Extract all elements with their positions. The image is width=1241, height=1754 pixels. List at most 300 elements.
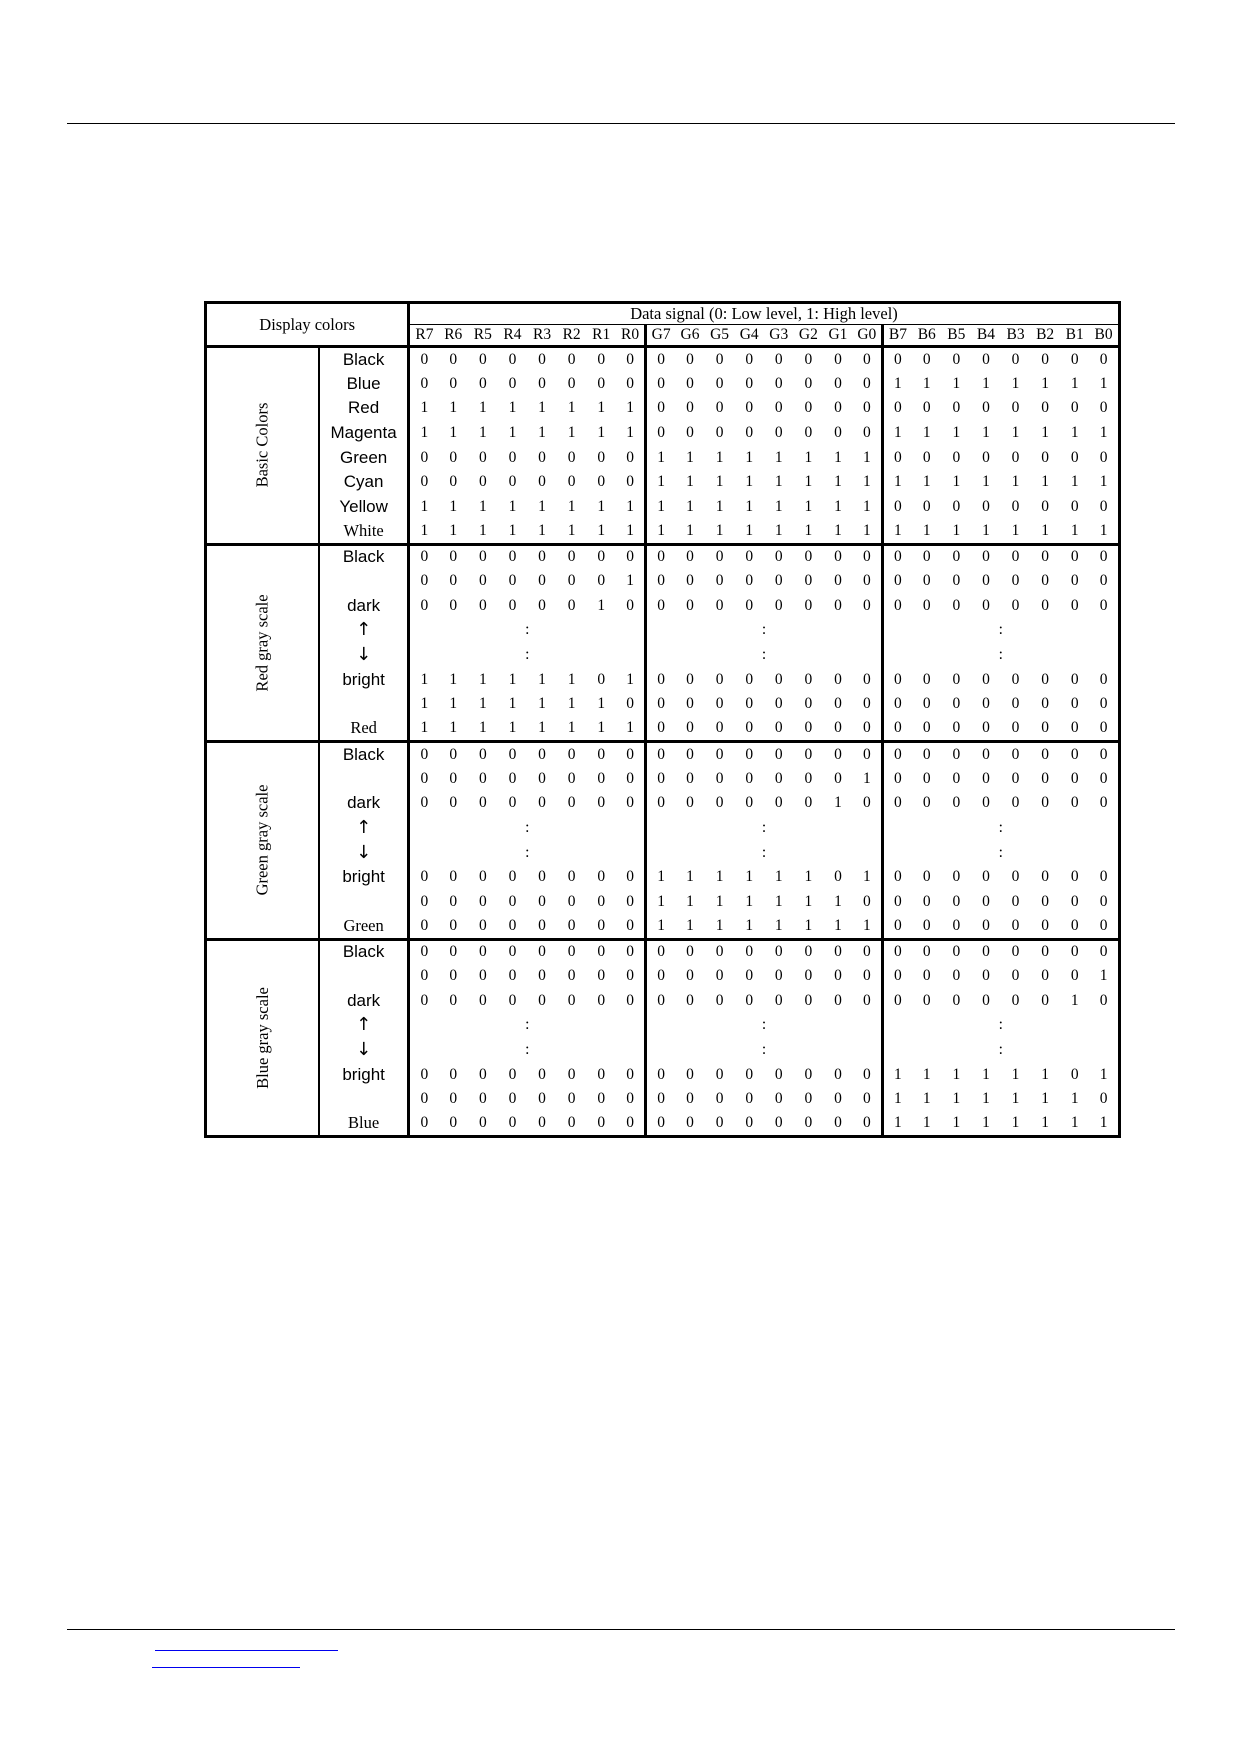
ellipsis-cell: : [409, 816, 646, 841]
bit-cell: 0 [894, 548, 902, 566]
bit-cell: 0 [804, 596, 813, 614]
bit-cell: 0 [774, 1090, 783, 1108]
bit-cell: 0 [657, 572, 666, 590]
bit-cell: 1 [794, 914, 824, 939]
header-rule [67, 123, 1175, 124]
bit-cell: 0 [922, 497, 931, 515]
bit-cell: 0 [952, 399, 961, 417]
bit-cell: 0 [922, 769, 931, 787]
color-name [319, 890, 409, 915]
bit-cell: 1 [420, 670, 429, 688]
bit-header-g5: G5 [705, 325, 735, 347]
bit-cell: 0 [715, 991, 724, 1009]
bit-cell: 1 [942, 519, 972, 544]
bit-cell: 0 [597, 670, 606, 688]
bit-cell: 0 [952, 497, 961, 515]
bit-cell: 0 [1041, 745, 1049, 763]
bit-cell: 0 [952, 943, 961, 961]
color-name: Black [319, 742, 409, 767]
bit-cell: 1 [894, 1065, 902, 1083]
footer-rule [67, 1629, 1175, 1630]
bit-cell: 0 [597, 448, 606, 466]
bit-cell: 0 [538, 350, 546, 368]
bit-cell: 0 [449, 374, 458, 392]
bit-cell: 0 [982, 670, 990, 688]
bit-cell: 0 [922, 548, 931, 566]
bit-cell: 0 [409, 914, 439, 939]
bit-cell: 1 [1070, 423, 1079, 441]
bit-cell: 0 [982, 548, 990, 566]
bit-cell: 1 [1099, 374, 1108, 392]
bit-cell: 0 [715, 572, 724, 590]
bit-cell: 0 [894, 868, 902, 886]
bit-cell: 0 [538, 892, 546, 910]
bit-cell: 1 [438, 717, 468, 742]
bit-cell: 0 [538, 943, 546, 961]
bit-cell: 0 [853, 1112, 883, 1137]
bit-cell: 1 [764, 519, 794, 544]
bit-cell: 0 [508, 350, 517, 368]
bit-cell: 0 [1011, 769, 1020, 787]
bit-cell: 0 [616, 964, 646, 989]
bit-header-g1: G1 [823, 325, 853, 347]
bit-cell: 0 [449, 769, 458, 787]
bit-header-g2: G2 [794, 325, 824, 347]
bit-cell: 1 [853, 766, 883, 791]
bit-cell: 0 [774, 769, 783, 787]
bit-cell: 0 [1011, 745, 1020, 763]
bit-cell: 0 [715, 423, 724, 441]
bit-cell: 0 [508, 967, 517, 985]
table-row [206, 421, 1120, 446]
bit-cell: 1 [922, 473, 931, 491]
table-row [206, 939, 1120, 964]
bit-header-b3: B3 [1001, 325, 1031, 347]
bit-cell: 0 [715, 695, 724, 713]
bit-cell: 1 [745, 892, 754, 910]
bit-cell: 0 [449, 572, 458, 590]
bit-cell: 0 [1011, 548, 1020, 566]
bit-cell: 0 [616, 593, 646, 618]
table-row [206, 371, 1120, 396]
bit-cell: 0 [804, 769, 813, 787]
bit-cell: 0 [774, 548, 783, 566]
bit-cell: 0 [1011, 943, 1020, 961]
bit-cell: 0 [616, 692, 646, 717]
bit-cell: 0 [597, 473, 606, 491]
bit-cell: 0 [508, 448, 517, 466]
bit-cell: 0 [657, 769, 666, 787]
bit-cell: 1 [1060, 1112, 1090, 1137]
bit-cell: 1 [912, 1112, 942, 1137]
table-row [206, 593, 1120, 618]
bit-cell: 0 [982, 350, 990, 368]
group-label [206, 939, 319, 1137]
bit-cell: 0 [616, 544, 646, 569]
bit-cell: 0 [420, 892, 429, 910]
bit-cell: 0 [1070, 794, 1079, 812]
bit-cell: 0 [478, 448, 487, 466]
bit-cell: 0 [952, 695, 961, 713]
bit-cell: 0 [1041, 548, 1049, 566]
bit-cell: 0 [438, 1112, 468, 1137]
bit-cell: 0 [538, 1065, 546, 1083]
bit-cell: 1 [894, 374, 902, 392]
bit-cell: 1 [449, 497, 458, 515]
bit-cell: 1 [686, 448, 694, 466]
bit-cell: 0 [834, 596, 842, 614]
bit-cell: 0 [1041, 497, 1049, 515]
bit-header-g7: G7 [646, 325, 676, 347]
bit-cell: 0 [982, 868, 990, 886]
scale-arrow-icon: ↑ [319, 1013, 409, 1038]
bit-cell: 0 [616, 988, 646, 1013]
bit-header-r4: R4 [498, 325, 528, 347]
bit-cell: 1 [705, 519, 735, 544]
bit-cell: 1 [894, 1090, 902, 1108]
bit-cell: 0 [478, 1090, 487, 1108]
bit-cell: 1 [764, 914, 794, 939]
group-label-text: Red gray scale [252, 594, 272, 692]
bit-cell: 0 [715, 769, 724, 787]
bit-cell: 0 [686, 548, 694, 566]
bit-cell: 0 [686, 670, 694, 688]
bit-cell: 1 [616, 717, 646, 742]
bit-cell: 0 [1099, 670, 1108, 688]
bit-cell: 0 [982, 695, 990, 713]
bit-cell: 0 [646, 717, 676, 742]
bit-cell: 0 [853, 1087, 883, 1112]
bit-cell: 0 [420, 548, 429, 566]
table-row [206, 396, 1120, 421]
bit-cell: 0 [1070, 399, 1079, 417]
bit-cell: 1 [646, 914, 676, 939]
bit-header-r0: R0 [616, 325, 646, 347]
bit-cell: 0 [1099, 943, 1108, 961]
bit-cell: 0 [922, 448, 931, 466]
bit-cell: 0 [834, 769, 842, 787]
bit-cell: 0 [420, 1090, 429, 1108]
bit-cell: 1 [734, 519, 764, 544]
bit-cell: 0 [982, 967, 990, 985]
bit-cell: 0 [1011, 794, 1020, 812]
bit-cell: 1 [745, 448, 754, 466]
group-label [206, 347, 319, 545]
bit-cell: 0 [1090, 717, 1120, 742]
bit-cell: 1 [478, 695, 487, 713]
bit-cell: 1 [774, 868, 783, 886]
bit-cell: 0 [804, 670, 813, 688]
bit-cell: 0 [894, 769, 902, 787]
bit-cell: 0 [1099, 868, 1108, 886]
bit-cell: 0 [1099, 892, 1108, 910]
bit-cell: 0 [894, 892, 902, 910]
bit-cell: 0 [1099, 350, 1108, 368]
bit-cell: 1 [952, 1065, 961, 1083]
bit-cell: 0 [774, 350, 783, 368]
bit-cell: 1 [823, 914, 853, 939]
bit-cell: 0 [982, 745, 990, 763]
bit-cell: 0 [715, 1090, 724, 1108]
ellipsis-cell: : [646, 816, 883, 841]
table-row [206, 692, 1120, 717]
bit-cell: 0 [922, 943, 931, 961]
bit-cell: 0 [774, 1065, 783, 1083]
bit-cell: 0 [478, 794, 487, 812]
bit-cell: 0 [498, 1112, 528, 1137]
bit-header-r3: R3 [527, 325, 557, 347]
bit-cell: 0 [686, 399, 694, 417]
bit-header-r1: R1 [586, 325, 616, 347]
bit-cell: 1 [657, 892, 666, 910]
bit-cell: 0 [942, 717, 972, 742]
bit-cell: 0 [1001, 717, 1031, 742]
bit-cell: 1 [1011, 473, 1020, 491]
bit-cell: 0 [1070, 943, 1079, 961]
bit-cell: 1 [586, 519, 616, 544]
bit-cell: 0 [804, 794, 813, 812]
bit-cell: 0 [686, 967, 694, 985]
bit-cell: 0 [952, 892, 961, 910]
bit-cell: 1 [597, 399, 606, 417]
bit-cell: 0 [1099, 497, 1108, 515]
bit-cell: 0 [774, 745, 783, 763]
bit-cell: 0 [922, 670, 931, 688]
bit-cell: 1 [675, 914, 705, 939]
bit-cell: 0 [597, 892, 606, 910]
bit-cell: 0 [657, 943, 666, 961]
bit-cell: 0 [478, 868, 487, 886]
footer-link-underline[interactable] [152, 1667, 300, 1668]
bit-cell: 1 [527, 717, 557, 742]
bit-cell: 0 [705, 717, 735, 742]
bit-cell: 0 [834, 991, 842, 1009]
bit-cell: 0 [734, 1112, 764, 1137]
bit-cell: 0 [774, 695, 783, 713]
bit-cell: 0 [804, 572, 813, 590]
bit-cell: 0 [894, 745, 902, 763]
bit-cell: 0 [745, 967, 754, 985]
bit-header-b6: B6 [912, 325, 942, 347]
table-row [206, 1087, 1120, 1112]
bit-cell: 1 [882, 1112, 912, 1137]
bit-cell: 0 [538, 548, 546, 566]
bit-cell: 0 [567, 548, 576, 566]
bit-cell: 0 [853, 890, 883, 915]
bit-cell: 1 [982, 423, 990, 441]
bit-cell: 1 [686, 892, 694, 910]
footer-link-underline[interactable] [155, 1650, 338, 1651]
bit-cell: 0 [449, 596, 458, 614]
bit-cell: 0 [449, 892, 458, 910]
bit-cell: 0 [894, 350, 902, 368]
bit-cell: 0 [853, 593, 883, 618]
bit-cell: 0 [657, 794, 666, 812]
bit-cell: 1 [1011, 423, 1020, 441]
bit-cell: 1 [586, 717, 616, 742]
bit-cell: 0 [1041, 350, 1049, 368]
bit-cell: 1 [508, 423, 517, 441]
bit-cell: 0 [1011, 991, 1020, 1009]
bit-cell: 0 [982, 399, 990, 417]
table-row [206, 791, 1120, 816]
bit-cell: 0 [468, 1112, 498, 1137]
bit-cell: 0 [1070, 695, 1079, 713]
display-color-table [204, 301, 1121, 1138]
bit-cell: 0 [804, 374, 813, 392]
bit-cell: 1 [734, 914, 764, 939]
bit-cell: 0 [449, 745, 458, 763]
bit-cell: 0 [853, 421, 883, 446]
bit-cell: 0 [853, 742, 883, 767]
bit-cell: 0 [1011, 967, 1020, 985]
bit-cell: 1 [498, 717, 528, 742]
bit-cell: 0 [686, 943, 694, 961]
bit-cell: 0 [804, 423, 813, 441]
bit-cell: 0 [597, 374, 606, 392]
bit-cell: 1 [922, 374, 931, 392]
bit-cell: 0 [834, 695, 842, 713]
bit-cell: 0 [686, 1090, 694, 1108]
bit-cell: 0 [508, 769, 517, 787]
bit-cell: 1 [449, 423, 458, 441]
bit-cell: 0 [420, 769, 429, 787]
ellipsis-cell: : [409, 1013, 646, 1038]
bit-cell: 0 [952, 670, 961, 688]
bit-cell: 0 [616, 470, 646, 495]
bit-cell: 0 [420, 596, 429, 614]
bit-cell: 0 [567, 967, 576, 985]
ellipsis-cell: : [646, 618, 883, 643]
bit-cell: 0 [853, 667, 883, 692]
bit-cell: 0 [449, 350, 458, 368]
bit-cell: 0 [912, 914, 942, 939]
bit-cell: 0 [853, 347, 883, 372]
bit-header-b5: B5 [942, 325, 972, 347]
bit-cell: 0 [478, 991, 487, 1009]
bit-cell: 1 [468, 519, 498, 544]
bit-cell: 1 [478, 399, 487, 417]
bit-cell: 1 [1030, 1112, 1060, 1137]
bit-cell: 0 [1041, 596, 1049, 614]
bit-cell: 0 [557, 1112, 587, 1137]
bit-cell: 1 [853, 445, 883, 470]
ellipsis-cell: : [646, 643, 883, 668]
bit-cell: 0 [657, 350, 666, 368]
bit-cell: 1 [834, 497, 842, 515]
bit-cell: 0 [586, 1112, 616, 1137]
bit-cell: 0 [1070, 670, 1079, 688]
bit-cell: 0 [1011, 892, 1020, 910]
table-row [206, 964, 1120, 989]
bit-cell: 0 [1011, 868, 1020, 886]
bit-cell: 1 [1099, 473, 1108, 491]
bit-cell: 0 [834, 745, 842, 763]
ellipsis-cell: : [409, 1038, 646, 1063]
bit-cell: 0 [686, 991, 694, 1009]
bit-cell: 1 [804, 497, 813, 515]
bit-cell: 0 [834, 943, 842, 961]
bit-cell: 1 [1041, 473, 1049, 491]
bit-cell: 0 [834, 1090, 842, 1108]
bit-cell: 0 [834, 548, 842, 566]
bit-cell: 0 [1090, 914, 1120, 939]
bit-cell: 0 [774, 967, 783, 985]
bit-cell: 1 [657, 473, 666, 491]
bit-cell: 0 [508, 794, 517, 812]
bit-cell: 1 [567, 423, 576, 441]
bit-cell: 0 [894, 967, 902, 985]
bit-cell: 0 [508, 943, 517, 961]
bit-cell: 0 [449, 548, 458, 566]
bit-cell: 0 [1041, 868, 1049, 886]
bit-cell: 0 [1060, 914, 1090, 939]
bit-header-b0: B0 [1090, 325, 1120, 347]
bit-cell: 0 [794, 717, 824, 742]
bit-cell: 0 [745, 745, 754, 763]
bit-cell: 0 [823, 1112, 853, 1137]
bit-cell: 0 [745, 991, 754, 1009]
bit-cell: 0 [804, 991, 813, 1009]
bit-cell: 0 [1041, 967, 1049, 985]
bit-cell: 0 [538, 473, 546, 491]
bit-cell: 1 [420, 399, 429, 417]
bit-cell: 0 [774, 794, 783, 812]
bit-cell: 0 [508, 868, 517, 886]
bit-cell: 1 [715, 473, 724, 491]
group-label [206, 544, 319, 742]
bit-header-g0: G0 [853, 325, 883, 347]
bit-cell: 1 [567, 695, 576, 713]
bit-cell: 1 [853, 495, 883, 520]
bit-cell: 0 [508, 374, 517, 392]
bit-cell: 0 [952, 350, 961, 368]
bit-cell: 0 [657, 1065, 666, 1083]
bit-cell: 0 [745, 350, 754, 368]
bit-cell: 1 [616, 495, 646, 520]
color-name [319, 964, 409, 989]
bit-cell: 0 [922, 868, 931, 886]
bit-cell: 1 [715, 892, 724, 910]
bit-header-r5: R5 [468, 325, 498, 347]
bit-cell: 0 [804, 1065, 813, 1083]
bit-cell: 0 [853, 371, 883, 396]
bit-cell: 0 [894, 794, 902, 812]
bit-cell: 0 [597, 868, 606, 886]
bit-cell: 1 [1070, 991, 1079, 1009]
bit-cell: 1 [1099, 967, 1108, 985]
bit-cell: 0 [715, 350, 724, 368]
bit-header-g4: G4 [734, 325, 764, 347]
bit-cell: 0 [1011, 695, 1020, 713]
bit-cell: 0 [745, 548, 754, 566]
table-row [206, 1062, 1120, 1087]
bit-cell: 1 [922, 1090, 931, 1108]
bit-cell: 1 [1030, 519, 1060, 544]
bit-cell: 0 [715, 1065, 724, 1083]
bit-cell: 0 [1070, 1065, 1079, 1083]
bit-cell: 1 [567, 670, 576, 688]
bit-cell: 0 [646, 1112, 676, 1137]
ellipsis-cell: : [646, 1038, 883, 1063]
table-row [206, 742, 1120, 767]
bit-cell: 0 [686, 695, 694, 713]
bit-cell: 0 [952, 769, 961, 787]
bit-cell: 0 [894, 572, 902, 590]
bit-cell: 0 [557, 914, 587, 939]
bit-cell: 1 [971, 1112, 1001, 1137]
bit-cell: 0 [1070, 745, 1079, 763]
